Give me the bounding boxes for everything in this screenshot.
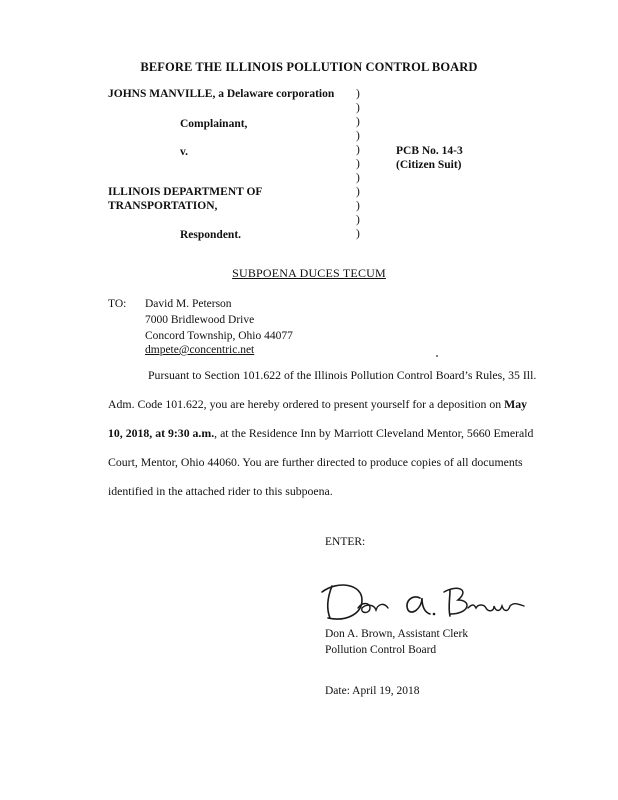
respondent-name-line2: TRANSPORTATION, — [108, 200, 218, 212]
body-line-5: identified in the attached rider to this subpoena. — [108, 484, 333, 498]
case-number: PCB No. 14-3 — [396, 145, 463, 157]
caption-paren: ) — [356, 116, 360, 128]
body-line-2-text: Adm. Code 101.622, you are hereby ordered to present yourself for a deposition on — [108, 397, 502, 411]
caption-paren: ) — [356, 214, 360, 226]
caption-paren: ) — [356, 158, 360, 170]
caption-paren: ) — [356, 88, 360, 100]
versus-label: v. — [180, 146, 188, 158]
caption-paren: ) — [356, 172, 360, 184]
subpoena-title: SUBPOENA DUCES TECUM — [232, 266, 386, 280]
addressee-name: David M. Peterson — [145, 298, 232, 310]
body-line-1: Pursuant to Section 101.622 of the Illinois Pollution Control Board’s Rules, 35 Ill. — [148, 368, 537, 382]
caption-paren: ) — [356, 200, 360, 212]
body-line-3-text: , at the Residence Inn by Marriott Cleveland Mentor, 5660 Emerald — [214, 426, 534, 440]
deposition-month: May — [504, 397, 528, 411]
body-line-2 — [108, 397, 527, 412]
body-line-3 — [108, 426, 533, 441]
complainant-name: JOHNS MANVILLE, a Delaware corporation — [108, 88, 335, 100]
deposition-datetime: 10, 2018, at 9:30 a.m. — [108, 426, 215, 440]
complainant-role: Complainant, — [180, 118, 248, 130]
to-label: TO: — [108, 298, 127, 310]
scan-speck — [436, 355, 438, 357]
body-line-4: Court, Mentor, Ohio 44060. You are further directed to produce copies of all documents — [108, 455, 523, 469]
signer-board: Pollution Control Board — [325, 644, 437, 656]
respondent-name-line1: ILLINOIS DEPARTMENT OF — [108, 186, 263, 198]
caption-paren: ) — [356, 228, 360, 240]
enter-label: ENTER: — [325, 536, 366, 548]
addressee-email[interactable]: dmpete@concentric.net — [145, 344, 255, 356]
document-heading: BEFORE THE ILLINOIS POLLUTION CONTROL BOARD — [140, 60, 478, 74]
issue-date: Date: April 19, 2018 — [325, 685, 420, 697]
signer-name-title: Don A. Brown, Assistant Clerk — [325, 628, 469, 640]
addressee-city: Concord Township, Ohio 44077 — [145, 330, 293, 342]
addressee-street: 7000 Bridlewood Drive — [145, 314, 255, 326]
case-type: (Citizen Suit) — [396, 159, 462, 171]
caption-paren: ) — [356, 186, 360, 198]
caption-paren: ) — [356, 102, 360, 114]
respondent-role: Respondent. — [180, 229, 242, 241]
caption-paren: ) — [356, 130, 360, 142]
caption-paren: ) — [356, 144, 360, 156]
signature-graphic — [318, 578, 528, 626]
